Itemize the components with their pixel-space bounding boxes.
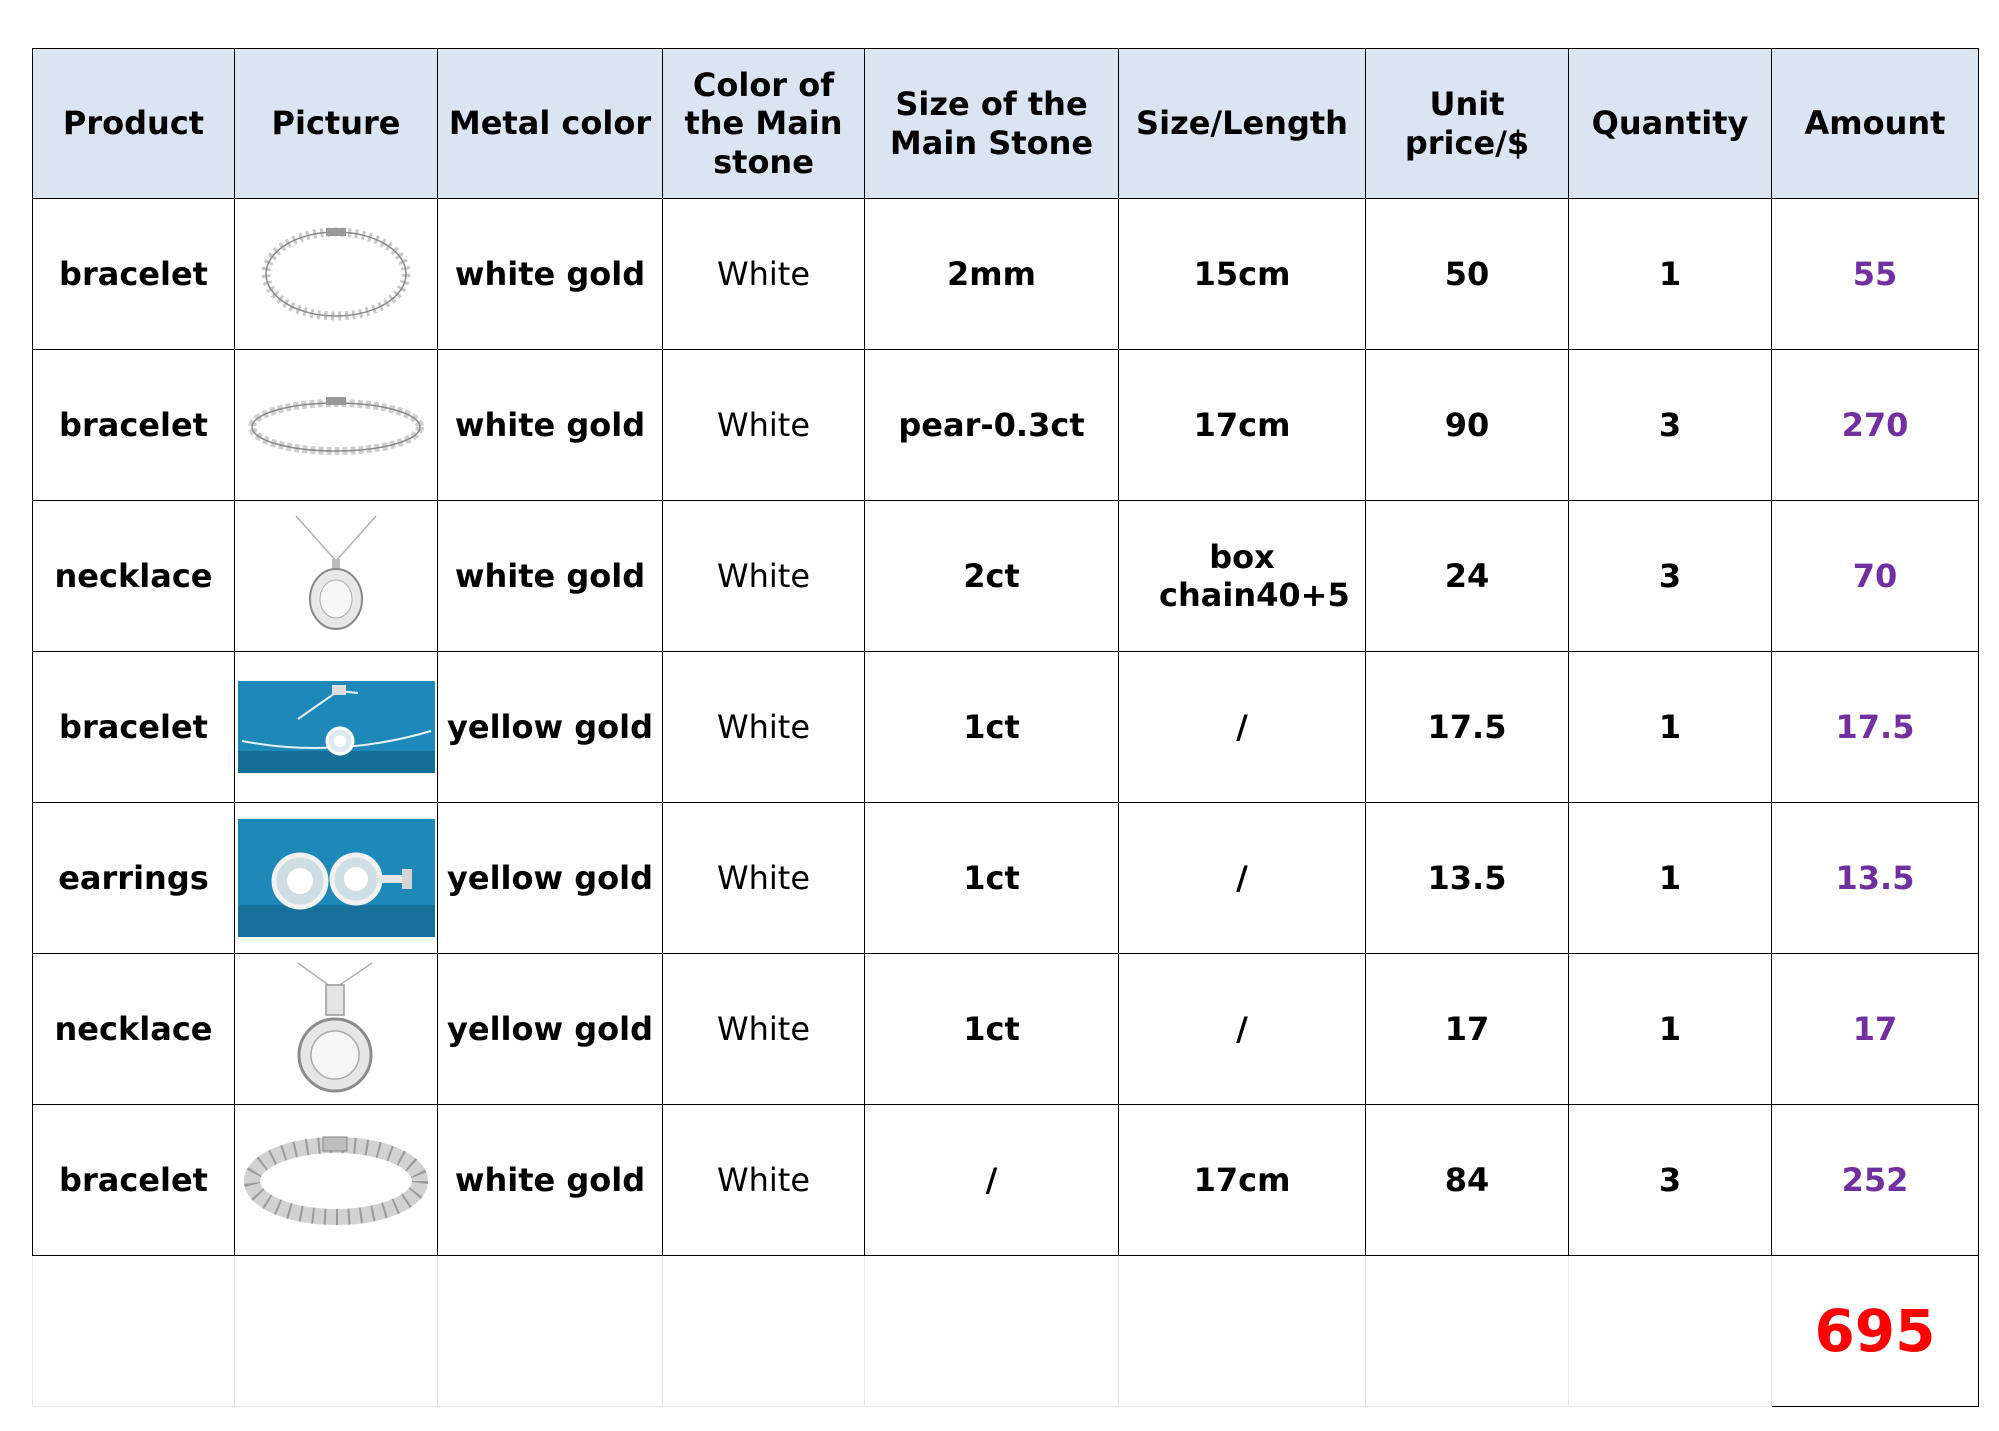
header-stone-size: Size of the Main Stone — [865, 49, 1119, 199]
table-row — [33, 501, 1979, 652]
amount-cell: 252 — [1772, 1105, 1979, 1256]
size-length-cell: / — [1119, 954, 1366, 1105]
metal-color-cell: yellow gold — [438, 954, 663, 1105]
quantity-cell: 1 — [1569, 199, 1772, 350]
amount-cell: 13.5 — [1772, 803, 1979, 954]
order-table — [32, 48, 1979, 1407]
header-picture: Picture — [235, 49, 438, 199]
quantity-cell: 3 — [1569, 350, 1772, 501]
amount-cell: 70 — [1772, 501, 1979, 652]
stone-color-cell: White — [663, 350, 865, 501]
amount-cell: 55 — [1772, 199, 1979, 350]
product-cell: bracelet — [33, 652, 235, 803]
metal-color-cell: yellow gold — [438, 803, 663, 954]
header-unit-price: Unit price/$ — [1366, 49, 1569, 199]
product-cell: bracelet — [33, 350, 235, 501]
empty-cell — [1366, 1256, 1569, 1407]
table-row — [33, 1105, 1979, 1256]
empty-cell — [33, 1256, 235, 1407]
stone-size-cell: 2ct — [865, 501, 1119, 652]
quantity-cell: 1 — [1569, 803, 1772, 954]
size-length-cell: 15cm — [1119, 199, 1366, 350]
stone-size-cell: 2mm — [865, 199, 1119, 350]
metal-color-cell: white gold — [438, 501, 663, 652]
header-metal-color: Metal color — [438, 49, 663, 199]
unit-price-cell: 50 — [1366, 199, 1569, 350]
header-product: Product — [33, 49, 235, 199]
header-size-length: Size/Length — [1119, 49, 1366, 199]
empty-cell — [1119, 1256, 1366, 1407]
grand-total-cell: 695 — [1772, 1256, 1979, 1407]
metal-color-cell: white gold — [438, 199, 663, 350]
picture-cell — [235, 501, 438, 652]
tennis-bracelet-icon — [256, 214, 416, 334]
oval-pendant-necklace-icon — [276, 511, 396, 641]
metal-color-cell: yellow gold — [438, 652, 663, 803]
amount-cell: 270 — [1772, 350, 1979, 501]
wide-link-bracelet-icon — [241, 1125, 431, 1235]
product-cell: earrings — [33, 803, 235, 954]
size-length-cell: / — [1119, 652, 1366, 803]
picture-cell — [235, 803, 438, 954]
quantity-cell: 3 — [1569, 501, 1772, 652]
total-row — [33, 1256, 1979, 1407]
stone-size-cell: 1ct — [865, 954, 1119, 1105]
size-length-cell: 17cm — [1119, 1105, 1366, 1256]
size-length-cell: 17cm — [1119, 350, 1366, 501]
amount-cell: 17.5 — [1772, 652, 1979, 803]
product-cell: necklace — [33, 501, 235, 652]
stone-color-cell: White — [663, 199, 865, 350]
metal-color-cell: white gold — [438, 350, 663, 501]
stone-size-cell: 1ct — [865, 652, 1119, 803]
halo-bracelet-blue-photo-icon — [238, 681, 435, 773]
picture-cell — [235, 199, 438, 350]
price-sheet — [32, 48, 1978, 1407]
stone-color-cell: White — [663, 803, 865, 954]
unit-price-cell: 13.5 — [1366, 803, 1569, 954]
unit-price-cell: 17.5 — [1366, 652, 1569, 803]
empty-cell — [663, 1256, 865, 1407]
halo-earrings-blue-photo-icon — [238, 819, 435, 937]
product-cell: necklace — [33, 954, 235, 1105]
size-length-cell: box chain40+5 — [1119, 501, 1366, 652]
unit-price-cell: 90 — [1366, 350, 1569, 501]
stone-size-cell: pear-0.3ct — [865, 350, 1119, 501]
stone-color-cell: White — [663, 652, 865, 803]
picture-cell — [235, 652, 438, 803]
product-cell: bracelet — [33, 1105, 235, 1256]
picture-cell — [235, 954, 438, 1105]
empty-cell — [235, 1256, 438, 1407]
empty-cell — [865, 1256, 1119, 1407]
table-row — [33, 199, 1979, 350]
picture-cell — [235, 350, 438, 501]
quantity-cell: 1 — [1569, 652, 1772, 803]
quantity-cell: 3 — [1569, 1105, 1772, 1256]
metal-color-cell: white gold — [438, 1105, 663, 1256]
empty-cell — [438, 1256, 663, 1407]
product-cell: bracelet — [33, 199, 235, 350]
table-row — [33, 803, 1979, 954]
header-amount: Amount — [1772, 49, 1979, 199]
amount-cell: 17 — [1772, 954, 1979, 1105]
size-length-cell: / — [1119, 803, 1366, 954]
table-row — [33, 652, 1979, 803]
halo-pendant-necklace-icon — [276, 959, 396, 1099]
unit-price-cell: 24 — [1366, 501, 1569, 652]
pear-bracelet-icon — [246, 385, 426, 465]
unit-price-cell: 17 — [1366, 954, 1569, 1105]
stone-size-cell: 1ct — [865, 803, 1119, 954]
header-stone-color: Color of the Main stone — [663, 49, 865, 199]
empty-cell — [1569, 1256, 1772, 1407]
stone-size-cell: / — [865, 1105, 1119, 1256]
stone-color-cell: White — [663, 1105, 865, 1256]
quantity-cell: 1 — [1569, 954, 1772, 1105]
table-row — [33, 350, 1979, 501]
stone-color-cell: White — [663, 501, 865, 652]
stone-color-cell: White — [663, 954, 865, 1105]
unit-price-cell: 84 — [1366, 1105, 1569, 1256]
picture-cell — [235, 1105, 438, 1256]
table-row — [33, 954, 1979, 1105]
header-row — [33, 49, 1979, 199]
header-quantity: Quantity — [1569, 49, 1772, 199]
